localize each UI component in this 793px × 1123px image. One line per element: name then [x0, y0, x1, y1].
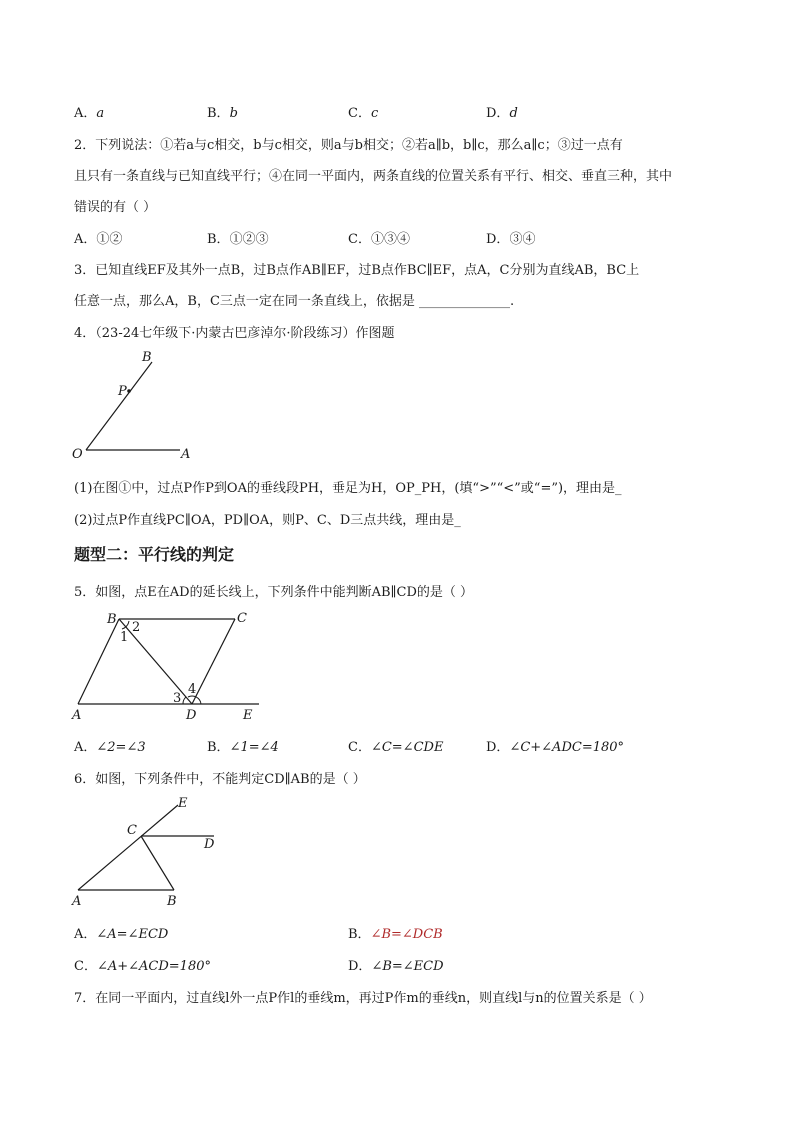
q6-option-a: A．∠A=∠ECD [74, 927, 169, 942]
q4-text-line1: 4．（23-24七年级下·内蒙古巴彦淖尔·阶段练习）作图题 [74, 326, 395, 341]
q4-label-a: A [181, 447, 191, 462]
q5-angle-label-3: 3 [173, 691, 182, 706]
q1-option-d: D．d [486, 106, 518, 121]
q2-option-b: B．①②③ [207, 232, 269, 247]
q5-angle-arc-b [122, 621, 129, 629]
q6-side-cb [141, 836, 174, 890]
q5-label-d: D [186, 708, 197, 723]
q2-text-line3: 错误的有（ ） [74, 200, 157, 215]
q6-option-c: C．∠A+∠ACD=180° [74, 959, 211, 974]
q3-text-line2: 任意一点，那么A，B，C三点一定在同一条直线上，依据是 ______________. [74, 294, 515, 309]
q5-text-line1: 5．如图，点E在AD的延长线上，下列条件中能判断AB∥CD的是（ ） [74, 585, 474, 600]
q5-angle-label-2: 2 [132, 620, 141, 635]
section-heading: 题型二：平行线的判定 [74, 545, 235, 564]
q4-point-p [127, 389, 131, 393]
q6-label-c: C [127, 823, 137, 838]
q6-option-d: D．∠B=∠ECD [348, 959, 444, 974]
q1-option-b: B．b [207, 106, 238, 121]
q5-angle-label-1: 1 [120, 630, 129, 645]
q6-label-a: A [72, 894, 82, 909]
q5-label-c: C [237, 611, 247, 626]
q5-label-e: E [243, 708, 253, 723]
q6-option-b: B．∠B=∠DCB [348, 927, 443, 942]
q5-figure-parallelogram [64, 605, 274, 727]
q6-text-line1: 6．如图，下列条件中，不能判定CD∥AB的是（ ） [74, 772, 366, 787]
q6-label-e: E [178, 796, 188, 811]
q4-label-o: O [72, 447, 83, 462]
q5-side-ab [78, 619, 119, 704]
q6-label-d: D [204, 837, 215, 852]
q2-text-line1: 2．下列说法：①若a与c相交，b与c相交，则a与b相交；②若a∥b，b∥c，那么a∥c；③过一点有 [74, 138, 623, 153]
q4-label-b: B [142, 350, 152, 365]
q4-figure-angle [60, 345, 220, 465]
q5-option-a: A．∠2=∠3 [74, 740, 146, 755]
q5-option-d: D．∠C+∠ADC=180° [486, 740, 625, 755]
q5-side-cd [192, 619, 235, 704]
q4-part1: (1)在图①中，过点P作P到OA的垂线段PH，垂足为H，OP_PH，(填“>”“<”或“=”)，理由是_ [74, 481, 622, 496]
q4-label-p: P [118, 384, 127, 399]
q2-option-d: D．③④ [486, 232, 536, 247]
q3-text-line1: 3．已知直线EF及其外一点B，过B点作AB∥EF，过B点作BC∥EF，点A，C分别为直线AB，BC上 [74, 263, 640, 278]
q6-label-b: B [167, 894, 177, 909]
q2-text-line2: 且只有一条直线与已知直线平行；④在同一平面内，两条直线的位置关系有平行、相交、垂直三种，其中 [74, 169, 673, 184]
q5-angle-label-4: 4 [188, 682, 197, 697]
q5-angle-arc-d3 [183, 697, 186, 704]
q5-option-c: C．∠C=∠CDE [348, 740, 444, 755]
q4-part2: (2)过点P作直线PC∥OA，PD∥OA，则P、C、D三点共线，理由是_ [74, 513, 461, 528]
q2-option-c: C．①③④ [348, 232, 410, 247]
q1-option-a: A．a [74, 106, 105, 121]
q5-label-a: A [72, 708, 82, 723]
q6-figure-triangle [64, 793, 234, 913]
q4-ray-ob [86, 362, 152, 450]
q6-line-ae [78, 805, 178, 890]
q2-option-a: A．①② [74, 232, 123, 247]
q1-option-c: C．c [348, 106, 379, 121]
q5-label-b: B [107, 612, 117, 627]
q5-option-b: B．∠1=∠4 [207, 740, 279, 755]
q7-text-line1: 7．在同一平面内，过直线l外一点P作l的垂线m，再过P作m的垂线n，则直线l与n的位置关系是（ ） [74, 991, 652, 1006]
